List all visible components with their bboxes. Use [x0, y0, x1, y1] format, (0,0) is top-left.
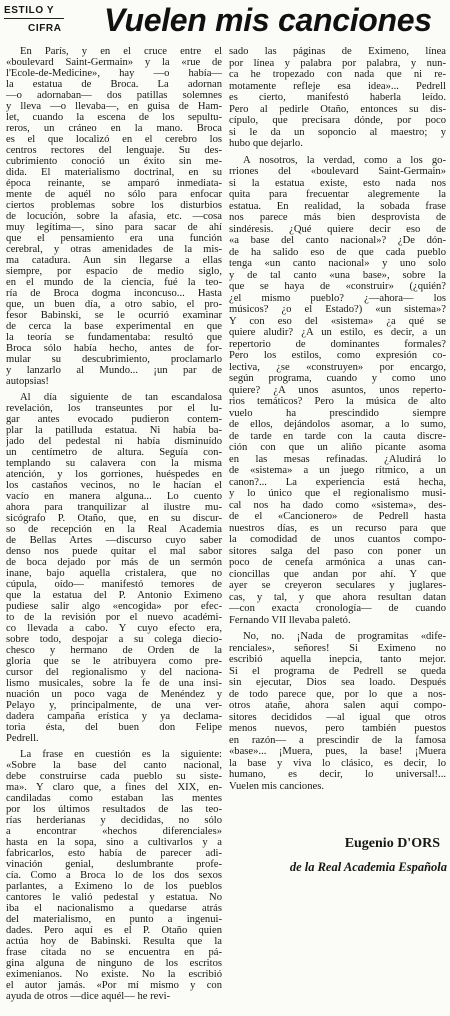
- text-line: candiladas como estaban las mentes: [6, 793, 222, 804]
- text-line: cas, y tal, y que ahora resultan datan: [229, 591, 446, 603]
- text-line: gina alguna de ninguno de los escritos: [6, 958, 222, 969]
- text-line: tenga «un canto nacional» y uno solo: [229, 258, 446, 269]
- text-line: dades. Pero aquí es el P. Otaño quien: [6, 925, 222, 936]
- text-line: sobre todo, despojar a su colega diecio-: [6, 634, 222, 645]
- text-line: to de la revisión por el nuevo académi-: [6, 612, 222, 623]
- text-line: de tarde en tarde con la cauta discre-: [229, 430, 446, 442]
- text-line: autopsias!: [6, 376, 49, 387]
- column-left: [6, 46, 222, 1007]
- text-line: atención, y los gorriones, huéspedes en: [6, 469, 222, 480]
- text-line: del materialismo, en punto a ingenui-: [6, 914, 222, 925]
- text-line: de «sistema» a un juego rítmico, a un: [229, 465, 446, 476]
- text-line: repertorio de dominantes formales?: [229, 338, 446, 350]
- text-line: quiere? ¿A unos asuntos, unos reperto-: [229, 384, 446, 396]
- text-line: lismo musicales, sobre la fe de una insi-: [6, 678, 222, 689]
- paragraph: [229, 46, 446, 150]
- text-line: sindéresis. ¿Qué quiere decir eso de: [229, 223, 446, 235]
- text-line: es el que localizó en el cerebro los: [6, 134, 222, 145]
- text-line: iba el nacionalismo a quedarse atrás: [6, 903, 222, 914]
- text-line: ahora para tranquilizar al ilustre mu-: [6, 502, 222, 513]
- text-line: lectiva, ¿se «construyen» por encargo,: [229, 361, 446, 373]
- text-line: cía. Como a Broca lo de los dos sexos: [6, 870, 222, 881]
- text-line: que el pensamiento era una función: [6, 233, 222, 244]
- text-line: Y con eso del «sistema» ¿a qué se: [229, 315, 446, 327]
- text-line: estatua. En realidad, la sobada frase: [229, 200, 446, 212]
- text-line: muy legítima—, sino para sacar de ahí: [6, 222, 222, 233]
- text-line: ayer se creyeron seculares y juglares-: [229, 580, 446, 591]
- column-right: [229, 46, 446, 797]
- text-line: el autor jamás. «Por mí mismo y con: [6, 980, 222, 991]
- text-line: en el mundo de la ciencia, fué la teo-: [6, 277, 222, 288]
- text-line: chesco y hermano de Orden de la: [6, 645, 222, 656]
- text-line: Pelayo y, principalmente, de una ver-: [6, 700, 222, 711]
- text-line: denso nos puede quitar el mal sabor: [6, 546, 222, 557]
- paragraph: [6, 749, 222, 1002]
- text-line: mular su descubrimiento, proclamarlo: [6, 354, 222, 365]
- text-line: vacío en manera alguna... Lo cuento: [6, 491, 222, 502]
- text-line: cúpula, oído— manifestó temores de: [6, 579, 222, 590]
- text-line: let, cuando la escena de los sepultu-: [6, 112, 222, 123]
- text-line: plar la patilluda estatua. Ni había ba-: [6, 425, 222, 436]
- text-line: sin ejecutar, Dios sea loado. Después: [229, 677, 446, 688]
- text-line: de cerca la base experimental en que: [6, 321, 222, 332]
- text-line: poco de cenefa armónica a unas can-: [229, 557, 446, 568]
- text-line: ayuda de otros —dice aquél— he revi-: [6, 991, 171, 1002]
- text-line: y lo único que el regionalismo musi-: [229, 488, 446, 499]
- text-line: hubo que dejarlo.: [229, 138, 303, 149]
- text-line: de ha salido eso de que cada pueblo: [229, 246, 446, 258]
- text-line: otros atañe, ahora salen aquí compo-: [229, 700, 446, 711]
- text-line: la teoría se fundamentaba: resultó que: [6, 332, 222, 343]
- text-line: por los últimos resultados de las teo-: [6, 804, 222, 815]
- text-line: nos parece más bien desprovista de: [229, 212, 446, 223]
- text-line: sitores decididos —al igual que otros: [229, 711, 446, 723]
- text-line: cerebral, y otras amenidades de la mis-: [6, 244, 222, 255]
- text-line: la estatua de Broca. La adornan: [6, 79, 222, 90]
- text-line: que se haya de «construir» (¿quién?: [229, 281, 446, 292]
- text-line: de todo parece que, por lo que a nos-: [229, 688, 446, 700]
- text-line: Pero al pedirle Otaño, entonces su dis-: [229, 103, 446, 115]
- text-line: No, no. ¡Nada de programitas «dife-: [243, 631, 446, 642]
- text-line: Vuelen mis canciones.: [229, 780, 324, 792]
- text-line: es cierto, manifestó haberla leído.: [229, 92, 446, 103]
- text-line: centros rectores del lenguaje. Su des-: [6, 145, 222, 156]
- text-line: Broca sólo había hecho, antes de for-: [6, 343, 222, 354]
- text-line: pudiese salir algo «encogida» por efec-: [6, 601, 222, 612]
- text-line: mente de aquél no sólo para enfocar: [6, 189, 222, 200]
- text-line: frase citada no se encuentra en pá-: [6, 947, 222, 958]
- text-line: que la estatua del P. Antonio Eximeno: [6, 590, 222, 601]
- text-line: —con exacta cronología— de cuando: [229, 603, 446, 614]
- text-line: de locución, sobre la afasia, etc. —cosa: [6, 211, 222, 222]
- text-line: actúa hoy de Babinski. Resulta que la: [6, 936, 222, 947]
- text-line: cal nos ha dado como «sistema», des-: [229, 499, 446, 511]
- text-line: gloria que se le atribuyera como pre-: [6, 656, 222, 667]
- text-line: siempre, por espacio de medio siglo,: [6, 266, 222, 277]
- text-line: l'Ecole-de-Medicine», hay —o había—: [6, 68, 222, 79]
- text-line: cubrimiento conoció un éxito sin me-: [6, 156, 222, 167]
- author-affiliation: de la Real Academia Española: [289, 860, 447, 874]
- article-title: Vuelen mis canciones: [104, 2, 432, 38]
- text-line: «boulevard Saint-Germain» y la «rue de: [6, 57, 222, 68]
- text-line: ¿el mismo pueblo? ¿—ahora— los: [229, 292, 446, 304]
- text-line: cursor del regionalismo y del naciona-: [6, 667, 222, 678]
- text-line: de boca dejado por más de un sermón: [6, 557, 222, 568]
- text-line: nuestros días, es un recurso para que: [229, 522, 446, 534]
- text-line: jado del pedestal ni había disminuído: [6, 436, 222, 447]
- text-line: «a base del canto nacional»? ¿De dón-: [229, 235, 446, 246]
- text-line: en razón— a prescindir de la famosa: [229, 734, 446, 746]
- text-line: dida. El materialismo doctrinal, en su: [6, 167, 222, 178]
- text-line: cioncillas que andan por ahí. Y que: [229, 568, 446, 580]
- text-line: hasta en la sopa, sino a cultivarlos y a: [6, 837, 222, 848]
- text-line: si la estatua existe, esto nada nos: [229, 177, 446, 189]
- text-line: renciales», señores! Si Eximeno no: [229, 642, 446, 654]
- text-line: quita para frecuentar alegremente la: [229, 189, 446, 200]
- text-line: Fernando VII llevaba paletó.: [229, 614, 351, 626]
- text-line: sicógrafo P. Otaño, que, en su discur-: [6, 513, 222, 524]
- text-line: músicos? ¿o el Estado?) «un sistema»?: [229, 304, 446, 315]
- text-line: ma catadura. Aun sin llegarse a ellas: [6, 255, 222, 266]
- text-line: ca he tropezado con nada que ni re-: [229, 69, 446, 80]
- text-line: co llevada a cabo. Y cuyo efecto era,: [6, 623, 222, 634]
- text-line: de ellos, dejándolos asomar, a lo sumo,: [229, 419, 446, 430]
- text-line: vinación genial, deslumbrante profe-: [6, 859, 222, 870]
- section-label: ESTILO Y: [4, 5, 55, 16]
- text-line: gar antes evocado pudieron contem-: [6, 414, 222, 425]
- text-line: a encontrar «hechos diferenciales»: [6, 826, 222, 837]
- paragraph: [229, 155, 446, 627]
- text-line: rios temáticos? Pero la música de alto: [229, 396, 446, 407]
- text-line: rías herderianas y decididas, no sólo: [6, 815, 222, 826]
- text-line: La frase en cuestión es la siguiente:: [20, 749, 222, 760]
- text-line: «base»... ¡Muera, pues, la base! ¡Muera: [229, 746, 446, 757]
- text-line: Si el programa de Pedrell se queda: [229, 665, 446, 677]
- text-line: inane, bajo aquella cristalera, que no: [6, 568, 222, 579]
- text-line: sado las páginas de Eximeno, línea: [229, 46, 446, 57]
- text-line: menos nuevos, pero también puestos: [229, 723, 446, 734]
- text-line: de Bellas Artes —discurso cuyo saber: [6, 535, 222, 546]
- text-line: quiere aludir? ¿A un estilo, es decir, a un: [229, 327, 446, 338]
- text-line: fesor Babinski, se le ocurrió examinar: [6, 310, 222, 321]
- text-line: en las mesas refinadas. ¿Aludirá lo: [229, 453, 446, 465]
- text-line: templando su calavera con la misma: [6, 458, 222, 469]
- text-line: motamente refleje esa idea»... Pedrell: [229, 80, 446, 92]
- text-line: los castaños vecinos, no le hacían el: [6, 480, 222, 491]
- paragraph: [229, 631, 446, 792]
- text-line: toria ésta, del buen don Felipe: [6, 722, 222, 733]
- section-label: CIFRA: [28, 23, 62, 34]
- text-line: ción con que un aliño picante asoma: [229, 442, 446, 453]
- text-line: y de tal canto «una base», sobre la: [229, 269, 446, 281]
- text-line: fabricarlos, esto había de parecer adi-: [6, 848, 222, 859]
- author-name: Eugenio D'ORS: [344, 836, 440, 851]
- text-line: so de recepción en la Real Academia: [6, 524, 222, 535]
- text-line: ría de Broca dogma inconcuso... Hasta: [6, 288, 222, 299]
- text-line: la base y viva lo clásico, es decir, lo: [229, 757, 446, 769]
- text-line: ciertos problemas sobre los disturbios: [6, 200, 222, 211]
- text-line: vuelo ha prescindido siempre: [229, 407, 446, 419]
- text-line: revelación, los transeuntes por el lu-: [6, 403, 222, 414]
- text-line: un centímetro de altura. Seguía con-: [6, 447, 222, 458]
- text-line: En París, y en el cruce entre el: [20, 46, 222, 57]
- text-line: por línea y palabra por palabra, y nun-: [229, 57, 446, 69]
- text-line: según programa, cuando y como uno: [229, 373, 446, 384]
- paragraph: [6, 46, 222, 387]
- text-line: Pedrell.: [6, 733, 39, 744]
- text-line: que, un buen día, a otro sabio, el pro-: [6, 299, 222, 310]
- text-line: escribió aquella inepcia, tanto mejor.: [229, 654, 446, 665]
- text-line: y lleva —o llevaba—, en guisa de Ham-: [6, 101, 222, 112]
- text-line: si le da un soponcio al maestro; y: [229, 126, 446, 138]
- text-line: de el «Cancionero» de Pedrell hasta: [229, 511, 446, 522]
- text-line: cantores le valió pedestal y estatua. No: [6, 892, 222, 903]
- text-line: eximenianos. No existe. No la escribió: [6, 969, 222, 980]
- text-line: época reinante, se amparó inmediata-: [6, 178, 222, 189]
- text-line: rriones del «boulevard Saint-Germain»: [229, 166, 446, 177]
- text-line: dadera campaña erística y ya declama-: [6, 711, 222, 722]
- text-line: la comodidad de unos cuantos compo-: [229, 534, 446, 545]
- paragraph: [6, 392, 222, 744]
- text-line: ma». Y claro que, a fines del XIX, en-: [6, 782, 222, 793]
- section-rule: [4, 18, 64, 19]
- text-line: canon?... La experiencia está hecha,: [229, 476, 446, 488]
- text-line: humano, es decir, lo universal!...: [229, 769, 446, 780]
- text-line: Pero los estilos, como expresión co-: [229, 350, 446, 361]
- text-line: debe construirse cada pueblo su siste-: [6, 771, 222, 782]
- text-line: reros, un cráneo en la mano. Broca: [6, 123, 222, 134]
- text-line: Al día siguiente de tan escandalosa: [20, 392, 222, 403]
- text-line: nuación un poco vaga de Menéndez y: [6, 689, 222, 700]
- text-line: «Sobre la base del canto nacional,: [6, 760, 222, 771]
- text-line: A nosotros, la verdad, como a los go-: [243, 154, 446, 166]
- text-line: cípulo, que precisara dónde, por poco: [229, 115, 446, 126]
- text-line: y lanzarlo al Mundo... ¡un par de: [6, 365, 222, 376]
- text-line: —o adornaban— dos patillas solemnes: [6, 90, 222, 101]
- text-line: sitores salga del paso con poner un: [229, 545, 446, 557]
- text-line: parlantes, a Eximeno lo de los pueblos: [6, 881, 222, 892]
